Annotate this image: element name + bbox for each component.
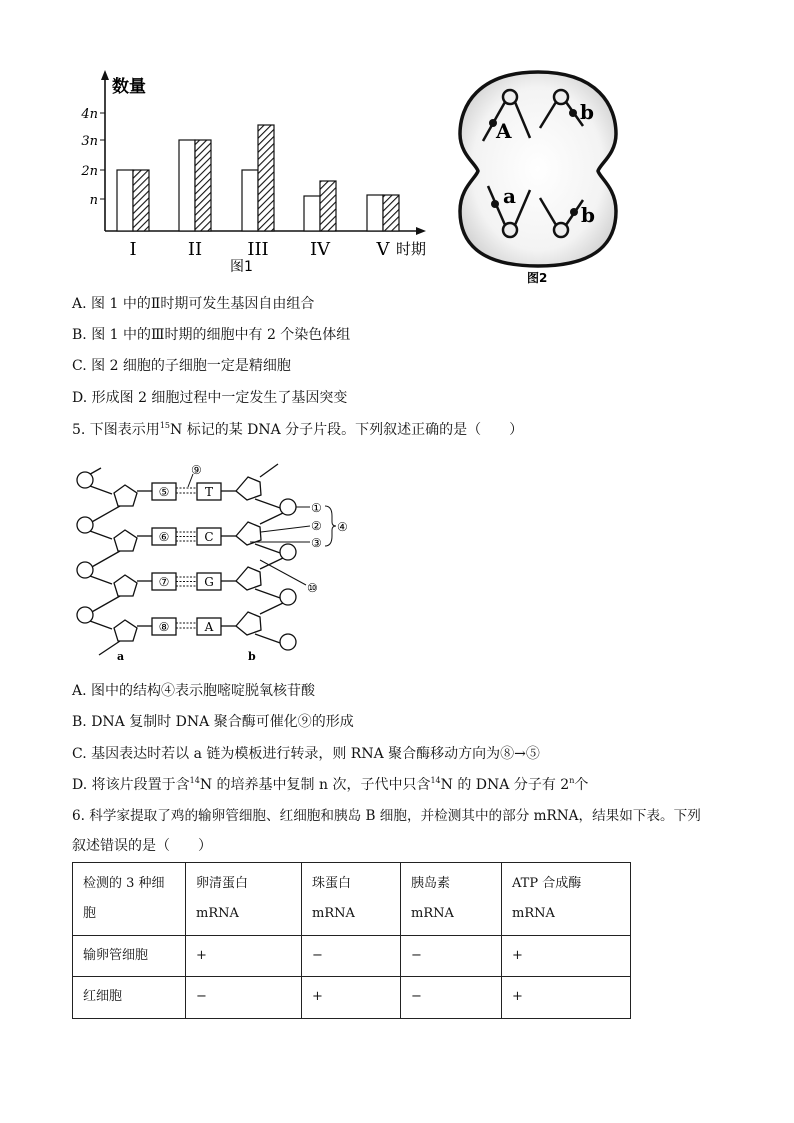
header-text: 卵清蛋白 [196,876,249,891]
strand-a-label: a [117,650,125,663]
table-cell: + [302,977,401,1019]
table-cell: − [302,936,401,977]
base-label-8: ⑧ [158,620,170,634]
table-cell: + [186,936,302,977]
q5-option-a: A. 图中的结构④表示胞嘧啶脱氧核苷酸 [72,683,316,699]
q5-opt-d-part: N 的 DNA 分子有 2 [440,777,570,793]
label-2: ② [311,519,322,533]
y-tick-label: 3n [81,134,98,149]
table-cell: + [502,977,631,1019]
base-C: C [204,530,214,544]
gene-label-b-bottom: b [581,203,595,227]
label-4: ④ [337,520,348,534]
q4-option-d: D. 形成图 2 细胞过程中一定发生了基因突变 [72,390,348,406]
header-text: 胰岛素 [411,876,451,891]
bar-IV-hatched [320,181,336,231]
base-G: G [204,575,214,589]
figure2-cell [448,66,628,288]
q5-opt-d-part: D. 将该片段置于含 [72,777,190,793]
figure1-caption: 图1 [230,259,253,275]
x-tick-label: V [376,239,390,260]
header-text: 检测的 3 种细 [83,876,165,891]
header-cell [302,863,401,936]
q4-option-a: A. 图 1 中的Ⅱ时期可发生基因自由组合 [72,296,315,312]
gene-label-b-top: b [580,100,594,124]
figure1-chart [80,68,440,278]
header-text: mRNA [312,906,355,921]
q5-opt-d-sup: 14 [189,776,200,785]
table-cell: + [502,936,631,977]
q5-option-d [72,775,588,795]
q4-option-c: C. 图 2 细胞的子细胞一定是精细胞 [72,358,291,374]
bar-V-hatched [383,195,399,231]
bar-III-hatched [258,125,274,231]
x-tick-label: III [247,239,269,260]
header-text: mRNA [411,906,454,921]
table-cell: 红细胞 [73,977,186,1019]
mrna-table [72,862,631,1019]
q4-option-b: B. 图 1 中的Ⅲ时期的细胞中有 2 个染色体组 [72,327,351,343]
x-axis-arrow [416,227,426,235]
bar-I-white [117,170,133,231]
gene-label-a: a [503,184,516,208]
q5-option-c: C. 基因表达时若以 a 链为模板进行转录，则 RNA 聚合酶移动方向为⑧→⑤ [72,746,540,762]
header-text: ATP 合成酶 [512,876,582,891]
header-cell [401,863,502,936]
base-label-7: ⑦ [158,575,170,589]
bar-IV-white [304,196,320,231]
base-label-5: ⑤ [158,485,170,499]
table-cell: − [186,977,302,1019]
q5-opt-d-part: N 的培养基中复制 n 次，子代中只含 [199,777,431,793]
bar-III-white [242,170,258,231]
table-row [73,977,631,1019]
table-cell: − [401,936,502,977]
header-cell [73,863,186,936]
header-cell [186,863,302,936]
header-text: mRNA [196,906,239,921]
bar-I-hatched [133,170,149,231]
base-T: T [204,485,214,499]
dna-diagram [70,460,370,665]
label-10: ⑩ [307,581,318,595]
bar-II-hatched [195,140,211,231]
header-text: 胞 [83,906,97,921]
base-A: A [204,620,214,634]
table-cell: − [401,977,502,1019]
q5-opt-d-sup: 14 [430,776,441,785]
strand-b-label: b [248,650,256,663]
gene-label-A: A [496,119,512,143]
figure2-caption: 图2 [527,271,548,285]
x-tick-label: IV [309,239,331,260]
base-label-6: ⑥ [158,530,170,544]
y-tick-label: n [89,193,98,208]
q5-option-b: B. DNA 复制时 DNA 聚合酶可催化⑨的形成 [72,714,354,730]
label-3: ③ [311,536,322,550]
bar-V-white [367,195,383,231]
table-cell: 输卵管细胞 [73,936,186,977]
q5-stem-sup: 15 [159,421,170,430]
x-tick-label: I [129,239,137,260]
q6-stem-line2: 叙述错误的是（ ） [72,838,212,854]
q5-stem-post: N 标记的某 DNA 分子片段。下列叙述正确的是（ ） [170,422,524,438]
q6-stem-line1: 6. 科学家提取了鸡的输卵管细胞、红细胞和胰岛 B 细胞，并检测其中的部分 mRNA，结果如下表。下列 [72,808,701,824]
x-tick-label: II [187,239,203,260]
y-axis-title: 数量 [112,77,146,97]
q5-stem [72,420,523,440]
q5-opt-d-sup: n [569,776,575,785]
header-text: mRNA [512,906,555,921]
q5-stem-pre: 5. 下图表示用 [72,422,160,438]
table-header-row [73,863,631,936]
table-row [73,936,631,977]
y-tick-label: 2n [81,164,98,179]
label-9: ⑨ [191,463,202,477]
q5-opt-d-part: 个 [574,777,589,793]
x-axis-title: 时期 [396,240,427,258]
y-tick-label: 4n [81,107,98,122]
header-text: 珠蛋白 [312,876,352,891]
label-1: ① [311,501,322,515]
y-axis-arrow [101,70,109,80]
header-cell [502,863,631,936]
bar-II-white [179,140,195,231]
